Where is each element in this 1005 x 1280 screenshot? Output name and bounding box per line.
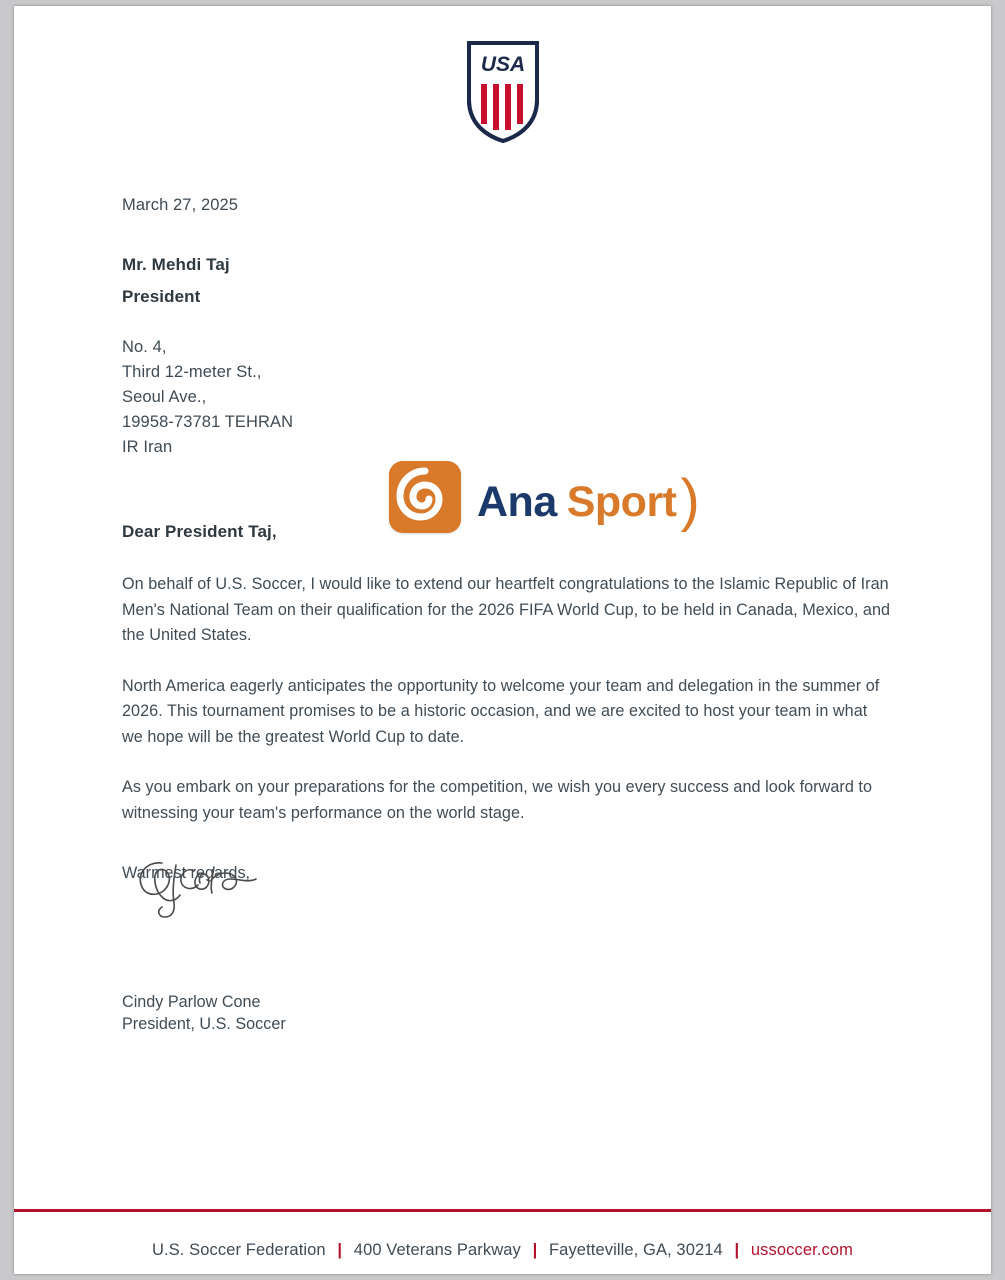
recipient-address-line: Seoul Ave., [122,388,207,406]
recipient-title: President [122,287,201,306]
recipient-name: Mr. Mehdi Taj [122,255,230,274]
footer-separator: | [734,1241,740,1259]
footer-city: Fayetteville, GA, 30214 [549,1241,723,1259]
letter-paragraph: As you embark on your preparations for the competition, we wish you every success and look forward to witnessing your team's performance on the world stage. [122,778,873,822]
ana-sport-spiral-icon [389,461,461,533]
footer-website-link[interactable]: ussoccer.com [750,1241,853,1259]
ana-sport-bracket: ) [680,468,700,533]
recipient-address-line: IR Iran [122,438,173,456]
salutation: Dear President Taj, [122,522,277,541]
crest-container [14,40,991,144]
recipient-address-line: Third 12-meter St., [122,363,262,381]
footer-organization: U.S. Soccer Federation [152,1241,326,1259]
us-soccer-crest-icon [466,40,540,144]
signer-title: President, U.S. Soccer [122,1015,286,1033]
signature-block [122,991,892,1035]
letter-paragraph: On behalf of U.S. Soccer, I would like to extend our heartfelt congratulations to the Islamic Republic of Iran Men's National Team on their qualification for the 2026 FIFA World Cup, to be held in Canada, Mexico, and the United States. [122,575,891,644]
handwritten-signature-icon [132,851,272,931]
ana-sport-word-one: Ana [477,478,557,526]
letter-paragraph: North America eagerly anticipates the opportunity to welcome your team and delegation in the summer of 2026. This tournament promises to be a historic occasion, and we are excited to host your team in what we hope will be the greatest World Cup to date. [122,676,880,746]
closing-line: Warmest regards, [122,864,251,882]
signer-name: Cindy Parlow Cone [122,993,261,1011]
ana-sport-word-two: Sport [566,478,677,526]
recipient-address-line: 19958-73781 TEHRAN [122,413,294,431]
ana-sport-wordmark [477,468,700,533]
footer [14,1241,991,1260]
recipient-address-line: No. 4, [122,338,167,356]
ana-sport-logo [389,456,724,538]
footer-divider [14,1209,991,1212]
footer-separator: | [532,1241,538,1259]
footer-address: 400 Veterans Parkway [353,1241,521,1259]
letter-date: March 27, 2025 [122,196,239,214]
letter-page [14,6,991,1274]
footer-separator: | [337,1241,343,1259]
svg-text:USA: USA [480,53,525,76]
